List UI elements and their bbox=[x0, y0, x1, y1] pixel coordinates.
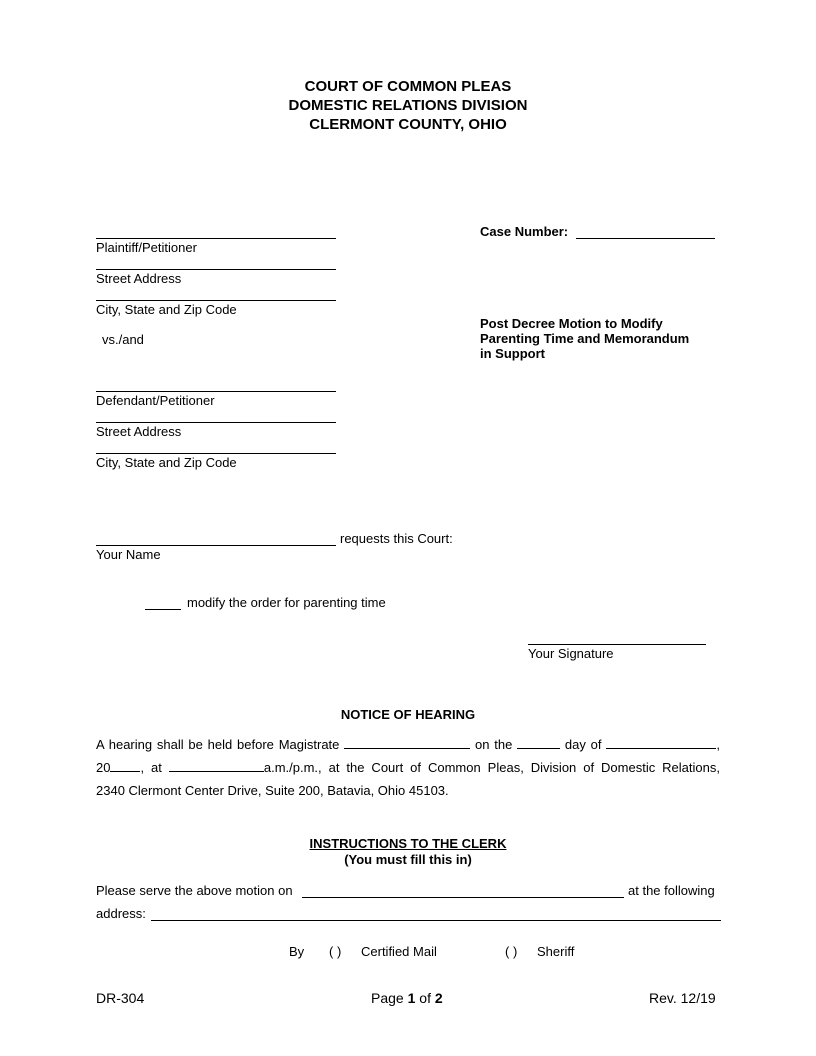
serve-name-line[interactable] bbox=[302, 897, 624, 898]
page-total: 2 bbox=[434, 990, 443, 1006]
notice-text-5: 20 bbox=[96, 760, 111, 775]
case-number-label: Case Number: bbox=[480, 224, 569, 239]
day-blank[interactable] bbox=[517, 738, 560, 749]
page-current: 1 bbox=[407, 990, 416, 1006]
defendant-city-label: City, State and Zip Code bbox=[96, 455, 237, 470]
option-checkbox-line[interactable] bbox=[145, 609, 181, 610]
plaintiff-name-line[interactable] bbox=[96, 238, 336, 239]
page-of: of bbox=[419, 990, 431, 1006]
notice-text-1: A hearing shall be held before Magistrate bbox=[96, 737, 340, 752]
motion-title-line2: Parenting Time and Memorandum bbox=[480, 331, 690, 346]
clerk-heading bbox=[0, 836, 816, 851]
court-name: COURT OF COMMON PLEAS bbox=[304, 78, 512, 95]
motion-title bbox=[480, 316, 689, 361]
signature-label: Your Signature bbox=[528, 646, 614, 661]
certified-mail-checkbox[interactable]: ( ) bbox=[329, 944, 342, 959]
revision: Rev. 12/19 bbox=[649, 990, 716, 1006]
sheriff-label: Sheriff bbox=[537, 944, 575, 959]
following-text: at the following bbox=[628, 883, 715, 898]
address-line[interactable] bbox=[151, 920, 721, 921]
motion-title-line1: Post Decree Motion to Modify bbox=[480, 316, 663, 331]
notice-text-7: a.m./p.m., at the Court of Common Pleas, Division of Domestic Relations, bbox=[263, 760, 720, 775]
clerk-heading-text: INSTRUCTIONS TO THE CLERK bbox=[309, 836, 507, 851]
time-blank[interactable] bbox=[169, 761, 264, 772]
magistrate-blank[interactable] bbox=[344, 738, 470, 749]
clerk-subheading: (You must fill this in) bbox=[344, 852, 472, 867]
page-indicator bbox=[371, 990, 443, 1006]
defendant-label: Defendant/Petitioner bbox=[96, 393, 215, 408]
versus-text: vs./and bbox=[102, 332, 144, 347]
your-name-label: Your Name bbox=[96, 547, 161, 562]
serve-text: Please serve the above motion on bbox=[96, 883, 293, 898]
notice-text-2: on the bbox=[475, 737, 513, 752]
by-label: By bbox=[289, 944, 305, 959]
address-label: address: bbox=[96, 906, 146, 921]
page-prefix: Page bbox=[371, 990, 404, 1006]
defendant-name-line[interactable] bbox=[96, 391, 336, 392]
plaintiff-city-label: City, State and Zip Code bbox=[96, 302, 237, 317]
county-name: CLERMONT COUNTY, OHIO bbox=[309, 116, 507, 133]
plaintiff-street-label: Street Address bbox=[96, 271, 182, 286]
sheriff-checkbox[interactable]: ( ) bbox=[505, 944, 518, 959]
certified-mail-label: Certified Mail bbox=[361, 944, 437, 959]
motion-title-line3: in Support bbox=[480, 346, 545, 361]
notice-text-4: , bbox=[716, 737, 720, 752]
signature-line[interactable] bbox=[528, 644, 706, 645]
defendant-street-label: Street Address bbox=[96, 424, 182, 439]
court-header bbox=[0, 77, 816, 134]
notice-heading: NOTICE OF HEARING bbox=[340, 707, 476, 722]
notice-line2 bbox=[96, 756, 720, 779]
defendant-street-line[interactable] bbox=[96, 422, 336, 423]
requests-text: requests this Court: bbox=[340, 531, 453, 546]
plaintiff-city-line[interactable] bbox=[96, 300, 336, 301]
case-number-line[interactable] bbox=[576, 238, 715, 239]
notice-line3 bbox=[96, 779, 720, 802]
defendant-city-line[interactable] bbox=[96, 453, 336, 454]
notice-text-8: 2340 Clermont Center Drive, Suite 200, Batavia, Ohio 45103. bbox=[96, 783, 449, 798]
option-text: modify the order for parenting time bbox=[187, 595, 386, 610]
month-blank[interactable] bbox=[606, 738, 716, 749]
notice-text-3: day of bbox=[564, 737, 602, 752]
notice-text-6: , at bbox=[140, 760, 162, 775]
year-blank[interactable] bbox=[110, 761, 140, 772]
division-name: DOMESTIC RELATIONS DIVISION bbox=[288, 97, 528, 114]
your-name-line[interactable] bbox=[96, 545, 336, 546]
form-number: DR-304 bbox=[96, 990, 145, 1006]
notice-line1 bbox=[96, 733, 720, 756]
plaintiff-label: Plaintiff/Petitioner bbox=[96, 240, 197, 255]
plaintiff-street-line[interactable] bbox=[96, 269, 336, 270]
